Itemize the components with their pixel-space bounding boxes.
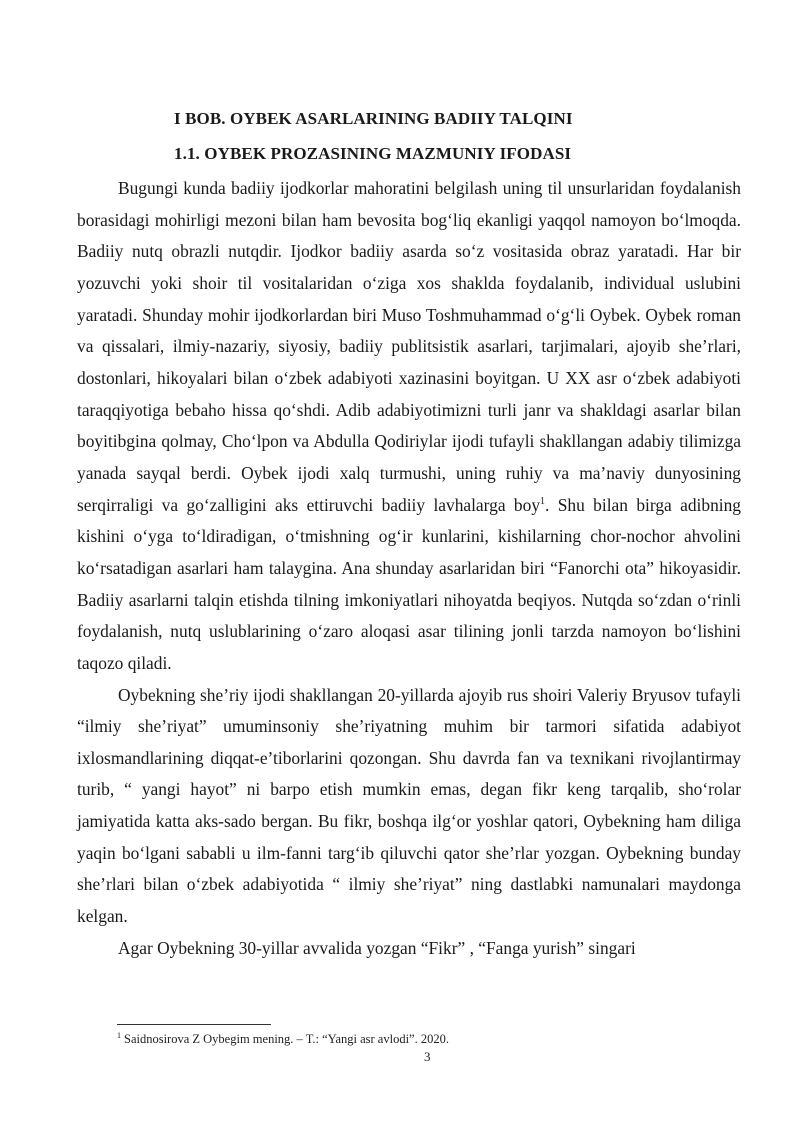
- paragraph-2: Oybekning she’riy ijodi shakllangan 20-yillarda ajoyib rus shoiri Valeriy Bryusov tufayli “ilmiy she’riyat” umuminsoniy she’riyatning muhim bir tarmori sifatida adabiyot ixlosmandlarining diqqat-e’tiborlarini qozongan. Shu davrda fan va texnikani rivojlantirmay turib, “ yangi hayot” ni barpo etish mumkin emas, degan fikr keng tarqalib, sho‘rolar jamiyatida katta aks-sado bergan. Bu fikr, boshqa ilg‘or yoshlar qatori, Oybekning ham diliga yaqin bo‘lgani sababli u ilm-fanni targ‘ib qiluvchi qator she’rlar yozgan. Oybekning bunday she’rlari bilan o‘zbek adabiyotida “ ilmiy she’riyat” ning dastlabki namunalari maydonga kelgan.: [77, 684, 741, 927]
- footnote-reference[interactable]: 1: [540, 495, 546, 507]
- chapter-title: I BOB. OYBEK ASARLARINING BADIIY TALQINI: [174, 109, 573, 128]
- footnote-text: Saidnosirova Z Oybegim mening. – T.: “Yangi asr avlodi”. 2020.: [124, 1032, 449, 1046]
- page-number: 3: [424, 1049, 431, 1064]
- section-title: 1.1. OYBEK PROZASINING MAZMUNIY IFODASI: [174, 144, 572, 163]
- paragraph-1-part-a: Bugungi kunda badiiy ijodkorlar mahoratini belgilash uning til unsurlaridan foydalanish borasidagi mohirligi mezoni bilan ham bevosita bog‘liq ekanligi yaqqol namoyon bo‘lmoqda. Badiiy nutq obrazli nutqdir. Ijodkor badiiy asarda so‘z vositasida obraz yaratadi. Har bir yozuvchi yoki shoir til vositalaridan o‘ziga xos shaklda foydalanib, individual uslubini yaratadi. Shunday mohir ijodkorlardan biri Muso Toshmuhammad o‘g‘li Oybek. Oybek roman va qissalari, ilmiy-nazariy, siyosiy, badiiy publitsistik asarlari, tarjimalari, ajoyib she’rlari, dostonlari, hikoyalari bilan o‘zbek adabiyoti xazinasini boyitgan. U XX asr o‘zbek adabiyoti taraqqiyotiga bebaho hissa qo‘shdi. Adib adabiyotimizni turli janr va shakldagi asarlar bilan boyitibgina qolmay, Cho‘lpon va Abdulla Qodiriylar ijodi tufayli shakllangan adabiy tilimizga yanada sayqal berdi. Oybek ijodi xalq turmushi, uning ruhiy va ma’naviy dunyosining serqirraligi va go‘zalligini aks ettiruvchi badiiy lavhalarga boy: [77, 178, 741, 515]
- paragraph-1: [77, 173, 741, 680]
- footnote-number: 1: [117, 1030, 121, 1040]
- body-text: [77, 173, 741, 964]
- footnote: [117, 1032, 449, 1047]
- footnote-divider: [117, 1024, 271, 1025]
- paragraph-3: Agar Oybekning 30-yillar avvalida yozgan “Fikr” , “Fanga yurish” singari: [118, 937, 636, 958]
- paragraph-1-part-b: . Shu bilan birga adibning kishini o‘yga to‘ldiradigan, o‘tmishning og‘ir kunlarini, kishilarning chor-nochor ahvolini ko‘rsatadigan asarlari ham talaygina. Ana shunday asarlaridan biri “Fanorchi ota” hikoyasidir. Badiiy asarlarni talqin etishda tilning imkoniyatlari nihoyatda beqiyos. Nutqda so‘zdan o‘rinli foydalanish, nutq uslublarining o‘zaro aloqasi asar tilining jonli tarzda namoyon bo‘lishini taqozo qiladi.: [77, 494, 741, 673]
